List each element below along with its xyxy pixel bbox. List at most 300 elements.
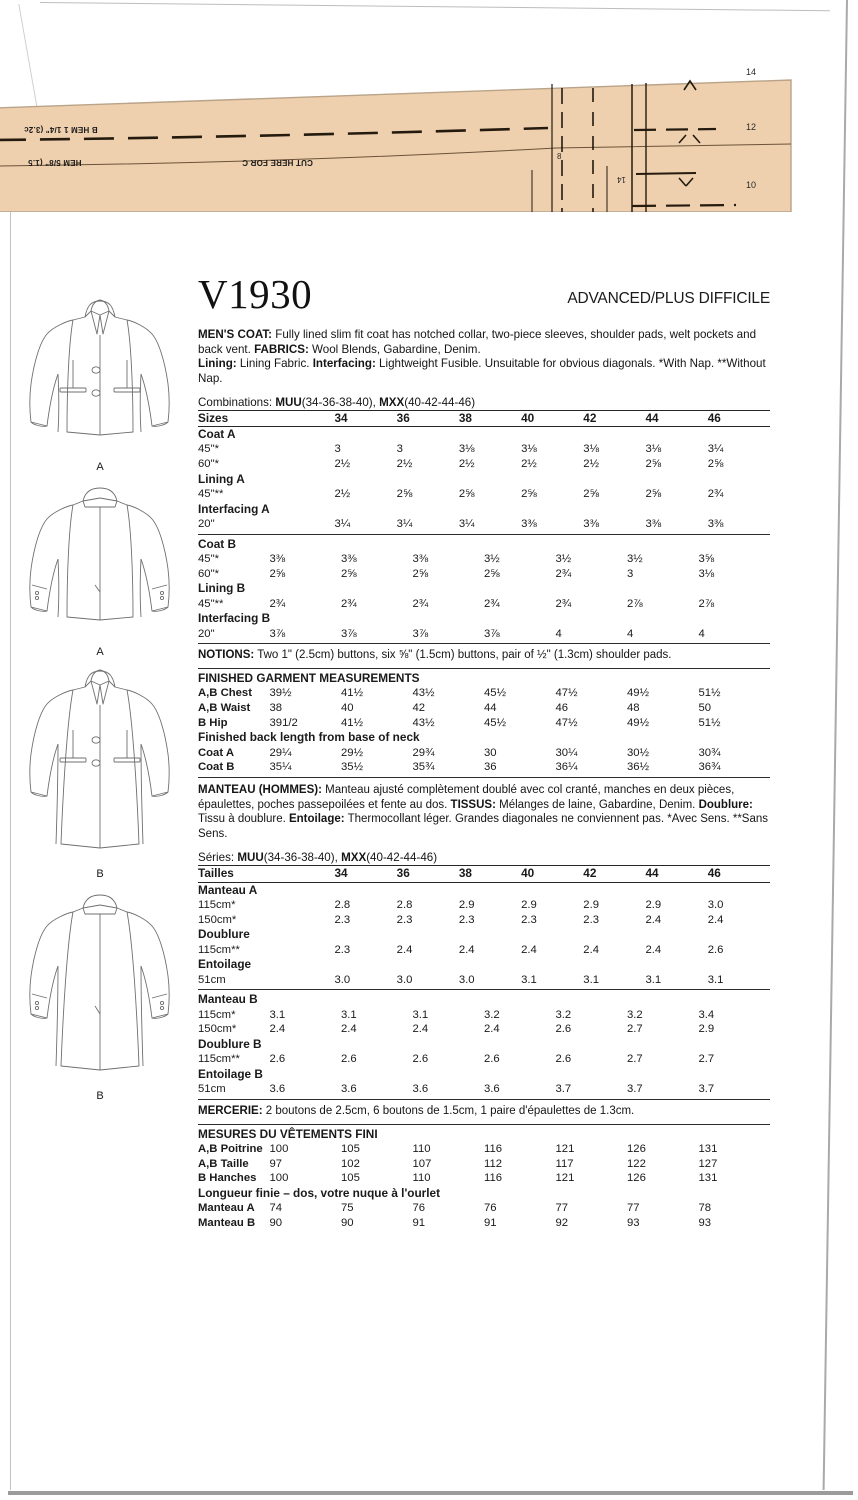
table-divider-fr [198,989,770,990]
cell: 93 [627,1216,640,1229]
cell: 92 [555,1216,569,1229]
row-label: B Hanches [198,1172,257,1185]
cell: 51½ [698,716,721,729]
section-title: MESURES DU VÊTEMENTS FINI [198,1126,378,1141]
group-title-row [198,927,770,942]
mercerie-divider-top [198,1099,770,1100]
group-title: Doublure B [198,1037,262,1052]
cell: 43½ [412,687,435,700]
row-label: A,B Waist [198,701,251,714]
cell: 2.7 [627,1023,643,1036]
group-title-row [198,611,770,626]
cell: 2.3 [458,913,475,926]
section-title-row [198,671,770,686]
cell: 51½ [698,687,721,700]
description-fr-lead: MANTEAU (HOMMES): [198,783,322,796]
cell: 91 [412,1216,426,1229]
cell: 2¾ [341,597,357,610]
cell: 2.9 [458,899,475,912]
cell: 2⅝ [412,567,429,580]
table-row [198,943,770,958]
group-title: Coat A [198,427,236,442]
tissue-number-8-mid: 8 [557,152,562,161]
cell: 3¼ [334,518,351,531]
cell: 2.7 [627,1053,643,1066]
tissue-paper-shape [0,48,796,212]
size-header: 42 [583,866,597,881]
table-row [198,567,770,582]
cell: 36¼ [555,761,578,774]
notions-divider-top [198,643,770,644]
cell: 2.3 [521,913,537,926]
row-label: 115cm* [198,899,236,912]
table-row [198,898,770,913]
cell: 2⅝ [707,458,724,471]
subsection-title-row [198,1186,770,1201]
tissue-number-14-mid: 14 [617,175,626,184]
figure-coat-b-back [20,884,180,1102]
cell: 2.6 [707,943,724,956]
cell: 3.0 [396,973,413,986]
row-label: B Hip [198,716,228,729]
cell: 2⅞ [627,597,643,610]
cell: 3⅜ [521,518,537,531]
cell: 3.7 [555,1083,572,1096]
combinations-english [198,396,770,409]
cell: 3⅝ [698,553,715,566]
cell: 2.8 [334,899,351,912]
cell: 40 [341,701,354,714]
cell: 2.4 [396,943,413,956]
group-title: Lining A [198,471,245,486]
table-row [198,716,770,731]
table-header-label: Sizes [198,410,229,425]
cell: 3⅛ [458,443,475,456]
group-title-row [198,502,770,517]
cell: 116 [484,1142,503,1155]
notions-divider-bottom [198,668,770,669]
figure-coat-a-back [20,477,180,658]
size-header: 34 [334,866,348,881]
size-header: 36 [396,410,410,425]
cell: 2⅝ [396,488,413,501]
cell: 3⅛ [698,567,715,580]
row-label: 51cm [198,1083,226,1096]
description-en-lead: MEN'S COAT: [198,327,273,341]
description-en-fabrics-label: FABRICS: [254,342,309,356]
cell: 2.9 [583,899,599,912]
cell: 39½ [269,687,292,700]
cell: 2⅝ [645,458,662,471]
cell: 2½ [334,488,351,501]
finished-measurements-english [198,671,770,775]
cell: 29¼ [269,746,292,759]
description-english [198,328,770,387]
cell: 3½ [555,553,572,566]
cell: 2.6 [484,1053,500,1066]
table-row [198,442,770,457]
cell: 2.6 [412,1053,429,1066]
table-row [198,1157,770,1172]
description-en-interfacing-label: Interfacing: [312,357,376,371]
cell: 2⅝ [521,488,537,501]
table-row [198,913,770,928]
cell: 3.4 [698,1008,715,1021]
cell: 49½ [627,716,649,729]
cell: 3¼ [396,518,413,531]
combinations-en-range1: (34-36-38-40), [301,395,380,409]
table-row [198,973,770,988]
group-title: Entoilage [198,957,252,972]
table-row [198,1142,770,1157]
table-row [198,1008,770,1023]
cell: 3.0 [707,899,724,912]
row-label: 20" [198,627,215,640]
cell: 2.6 [555,1023,572,1036]
cell: 3⅜ [583,518,599,531]
notions-fr-text: 2 boutons de 2.5cm, 6 boutons de 1.5cm, 1 paire d'épaulettes de 1.3cm. [262,1105,635,1118]
size-header: 40 [521,866,535,881]
cell: 3.6 [412,1083,429,1096]
cell: 2.4 [583,943,599,956]
notions-fr-label: MERCERIE: [198,1105,263,1118]
cell: 2.3 [396,913,413,926]
cell: 42 [412,701,426,714]
figure-coat-a-front [20,290,180,473]
cell: 3.1 [341,1008,357,1021]
notions-french [198,1102,770,1121]
cell: 2.4 [458,943,475,956]
cell: 3⅞ [484,627,500,640]
group-title: Entoilage B [198,1067,263,1082]
row-label: A,B Poitrine [198,1142,263,1155]
group-title-row [198,427,770,443]
cell: 49½ [627,687,649,700]
subsection-title: Finished back length from base of neck [198,730,420,745]
group-title: Manteau B [198,992,258,1007]
yardage-table-english-b [198,537,770,642]
row-label: A,B Taille [198,1157,249,1170]
description-en-body: Fully lined slim fit coat has notched collar, two-piece sleeves, shoulder pads, welt pockets and back vent. [198,327,757,356]
cell: 76 [484,1202,497,1215]
row-label: Manteau B [198,1216,256,1229]
cell: 90 [269,1216,283,1229]
table-row [198,1022,770,1037]
section-title: FINISHED GARMENT MEASUREMENTS [198,670,420,685]
table-row [198,760,770,775]
cell: 35¼ [269,761,292,774]
cell: 38 [269,701,283,714]
cell: 2⅝ [645,488,662,501]
tissue-label-cut-here: CUT HERE FOR C [242,158,313,167]
table-row [198,1052,770,1067]
cell: 2½ [521,458,537,471]
row-label: Manteau A [198,1202,255,1215]
group-title: Interfacing A [198,501,270,516]
cell: 2.9 [698,1023,715,1036]
size-header: 44 [645,866,659,881]
envelope-back-content [198,271,770,1231]
cell: 117 [555,1157,574,1170]
row-label: 45"** [198,597,224,610]
table-row [198,1216,770,1231]
row-label: 45"* [198,443,219,456]
cell: 3⅛ [583,443,599,456]
row-label: 150cm* [198,913,237,926]
row-label: 20" [198,518,215,531]
cell: 3.1 [583,973,599,986]
cell: 3.6 [269,1083,286,1096]
subsection-title: Longueur finie – dos, votre nuque à l'ourlet [198,1185,441,1200]
cell: 100 [269,1142,289,1155]
cell: 2½ [583,458,599,471]
cell: 48 [627,701,640,714]
table-row [198,487,770,502]
cell: 41½ [341,716,363,729]
cell: 3⅜ [412,553,429,566]
size-header: 42 [583,410,597,425]
table-header-row [198,866,770,882]
cell: 4 [698,627,705,640]
table-row [198,701,770,716]
figure-coat-b-front [20,662,180,880]
tissue-number-10: 10 [746,180,757,190]
size-header: 46 [707,410,721,425]
cell: 47½ [555,687,578,700]
cell: 3⅞ [341,627,357,640]
cell: 90 [341,1216,354,1229]
description-fr-fabrics-label: TISSUS: [450,798,496,811]
table-header-row [198,410,770,426]
cell: 2¾ [412,597,429,610]
french-divider [198,777,770,778]
cell: 2½ [396,458,413,471]
cell: 77 [555,1202,569,1215]
cell: 3 [334,443,341,456]
cell: 121 [555,1172,575,1185]
cell: 2.4 [645,943,662,956]
cell: 30½ [627,746,649,759]
cell: 36½ [627,761,649,774]
cell: 391/2 [269,716,298,729]
cell: 29½ [341,746,363,759]
difficulty-level: ADVANCED/PLUS DIFFICILE [567,289,770,307]
cell: 2¾ [269,597,286,610]
cell: 44 [484,701,497,714]
cell: 30¾ [698,746,721,759]
cell: 3.2 [627,1008,643,1021]
envelope-bottom-edge [8,1491,853,1495]
cell: 41½ [341,687,363,700]
cell: 3.1 [521,973,537,986]
cell: 105 [341,1172,360,1185]
cell: 35¾ [412,761,435,774]
cell: 43½ [412,716,435,729]
figure-label: A [96,461,104,473]
tissue-number-14-top: 14 [746,67,757,77]
cell: 126 [627,1142,646,1155]
group-title: Coat B [198,536,237,551]
cell: 3.0 [458,973,475,986]
row-label: 115cm** [198,943,240,956]
cell: 102 [341,1157,360,1170]
row-label: A,B Chest [198,687,252,700]
combinations-fr-code1: MUU [237,851,264,865]
yardage-table-french-b [198,992,770,1097]
description-en-lining: Lining Fabric. [236,357,313,371]
row-label: 60"* [198,567,219,580]
cell: 3½ [627,553,643,566]
combinations-fr-range2: (40-42-44-46) [366,851,438,865]
combinations-fr-code2: MXX [341,851,367,865]
group-title-row [198,1067,770,1082]
finished-measurements-french [198,1127,770,1231]
group-title-row [198,581,770,596]
cell: 2.3 [334,943,351,956]
mercerie-divider-bottom [198,1124,770,1125]
table-row [198,686,770,701]
cell: 2.4 [412,1023,429,1036]
table-row [198,1201,770,1216]
cell: 126 [627,1172,646,1185]
notions-en-text: Two 1" (2.5cm) buttons, six ⅝" (1.5cm) buttons, pair of ½" (1.3cm) shoulder pads. [254,649,672,662]
cell: 3.1 [707,973,724,986]
cell: 105 [341,1142,360,1155]
figure-label: A [96,646,104,658]
cell: 2.4 [341,1023,357,1036]
cell: 3½ [484,553,500,566]
group-title-row [198,957,770,972]
cell: 36 [484,761,497,774]
table-row [198,627,770,642]
table-divider [198,534,770,535]
group-title-row [198,882,770,898]
cell: 2.4 [707,913,724,926]
group-title: Interfacing B [198,611,271,626]
cell: 97 [269,1157,283,1170]
table-row [198,597,770,612]
cell: 3.7 [698,1083,715,1096]
description-fr-lining: Tissu à doublure. [198,813,289,826]
table-row [198,517,770,532]
cell: 3¼ [707,443,724,456]
description-french [198,780,770,841]
envelope-flap-line [40,2,830,11]
cell: 2⅝ [484,567,500,580]
cell: 2.4 [645,913,662,926]
group-title-row [198,537,770,552]
cell: 116 [484,1172,503,1185]
table-row [198,1082,770,1097]
row-label: 45"** [198,488,224,501]
cell: 45½ [484,687,506,700]
cell: 2.4 [521,943,537,956]
cell: 100 [269,1172,289,1185]
cell: 2⅝ [583,488,599,501]
envelope-right-edge [823,0,848,1490]
cell: 4 [555,627,562,640]
cell: 112 [484,1157,503,1170]
tissue-label-hem-b: B HEM 1 1/4" (3.2c [24,125,98,134]
notions-english [198,646,770,665]
group-title: Manteau A [198,882,258,897]
pattern-number: V1930 [198,271,313,317]
row-label: 51cm [198,973,226,986]
cell: 110 [412,1172,431,1185]
cell: 35½ [341,761,363,774]
combinations-fr-prefix: Séries: [198,851,238,865]
cell: 2¾ [555,597,572,610]
description-fr-body: Manteau ajusté complètement doublé avec col cranté, manches en deux pièces, épaulettes, poches passepoilées et fente au dos. [198,783,735,811]
description-fr-lining-label: Doublure: [698,798,753,811]
cell: 47½ [555,716,578,729]
table-row [198,457,770,472]
envelope-left-edge [10,195,11,1490]
cell: 3.1 [412,1008,429,1021]
cell: 2½ [458,458,475,471]
description-en-fabrics: Wool Blends, Gabardine, Denim. [308,342,481,356]
cell: 2¾ [555,567,572,580]
table-row [198,746,770,761]
table-row [198,1171,770,1186]
figure-label: B [96,1090,104,1102]
cell: 2⅝ [269,567,286,580]
size-header: 38 [458,866,472,881]
cell: 4 [627,627,634,640]
description-fr-interfacing-label: Entoilage: [288,813,345,826]
row-label: 115cm** [198,1053,240,1066]
cell: 2.6 [555,1053,572,1066]
cell: 3⅜ [269,553,286,566]
yardage-table-english [198,410,770,532]
cell: 3⅛ [645,443,662,456]
size-header: 34 [334,410,348,425]
cell: 3¼ [458,518,475,531]
cell: 127 [698,1157,718,1170]
cell: 2.8 [396,899,413,912]
combinations-en-code2: MXX [379,395,405,409]
group-title-row [198,472,770,487]
table-row [198,552,770,567]
size-header: 46 [707,866,721,881]
description-fr-fabrics: Mélanges de laine, Gabardine, Denim. [495,798,699,811]
subsection-title-row [198,730,770,745]
cell: 110 [412,1142,431,1155]
cell: 3⅜ [707,518,724,531]
cell: 131 [698,1142,718,1155]
group-title: Lining B [198,581,246,596]
cell: 107 [412,1157,432,1170]
cell: 2.9 [521,899,537,912]
tissue-label-hem: HEM 5/8" (1.5 [28,158,82,167]
cell: 2¾ [484,597,500,610]
cell: 3.6 [484,1083,500,1096]
cell: 29¾ [412,746,435,759]
group-title-row [198,992,770,1007]
pattern-tissue-illustration [0,0,858,212]
description-en-interfacing: Lightweight Fusible. Unsuitable for obvious diagonals. *With Nap. **Without Nap. [198,357,766,386]
tissue-number-12: 12 [746,122,757,132]
figure-label: B [96,868,104,880]
section-title-row [198,1127,770,1142]
group-title: Doublure [198,927,250,942]
cell: 3⅜ [341,553,357,566]
cell: 2⅝ [458,488,475,501]
cell: 36¾ [698,761,721,774]
group-title-row [198,1037,770,1052]
cell: 3.2 [484,1008,500,1021]
combinations-en-prefix: Combinations: [198,395,276,409]
